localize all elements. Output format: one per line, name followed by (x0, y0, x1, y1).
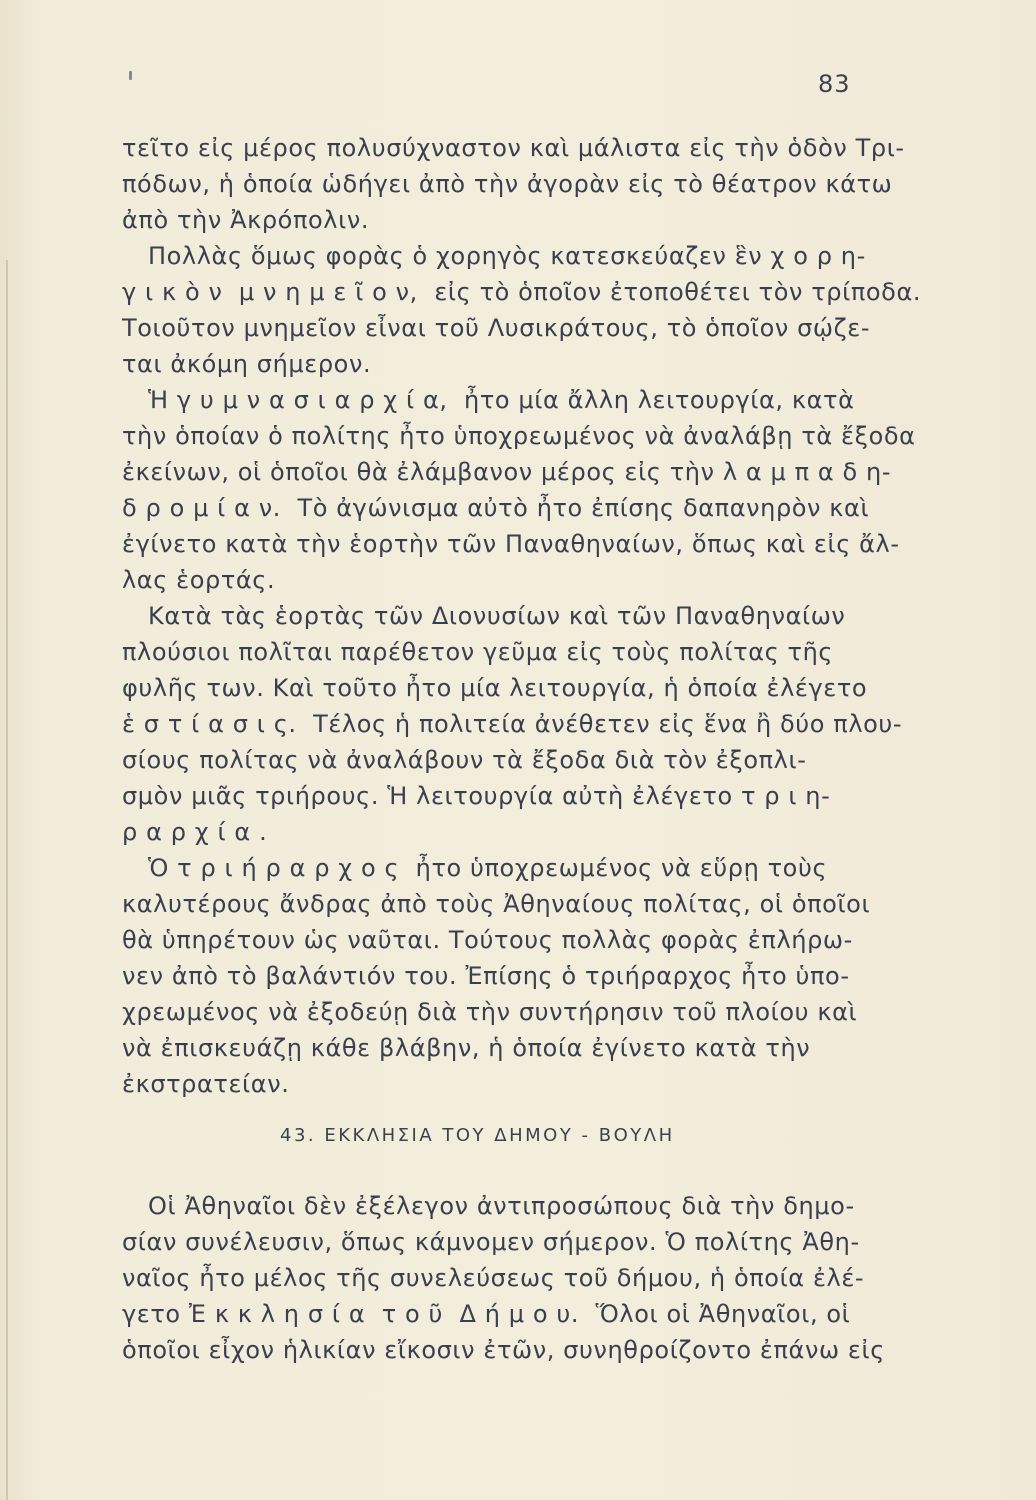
text-line: Ἡ γ υ μ ν α σ ι α ρ χ ί α, ἦτο μία ἄλλη λειτουργία, κατὰ (148, 386, 855, 414)
text-line: Πολλὰς ὅμως φορὰς ὁ χορηγὸς κατεσκεύαζεν ἓν χ ο ρ η- (148, 242, 866, 270)
text-line: Οἱ Ἀθηναῖοι δὲν ἐξέλεγον ἀντιπροσώπους διὰ τὴν δημο- (148, 1192, 855, 1220)
text-line: ρ α ρ χ ί α . (122, 818, 268, 846)
text-line: ναῖος ἦτο μέλος τῆς συνελεύσεως τοῦ δήμου, ἡ ὁποία ἐλέ- (122, 1264, 865, 1292)
text-line: σμὸν μιᾶς τριήρους. Ἡ λειτουργία αὐτὴ ἐλέγετο τ ρ ι η- (122, 782, 831, 810)
text-line: πόδων, ἡ ὁποία ὡδήγει ἀπὸ τὴν ἀγορὰν εἰς τὸ θέατρον κάτω (122, 170, 893, 198)
text-line: ἐκείνων, οἱ ὁποῖοι θὰ ἐλάμβανον μέρος εἰς τὴν λ α μ π α δ η- (122, 458, 892, 486)
ink-speck (129, 71, 132, 80)
text-line: ἀπὸ τὴν Ἀκρόπολιν. (122, 206, 370, 234)
text-line: δ ρ ο μ ί α ν. Τὸ ἀγώνισμα αὐτὸ ἦτο ἐπίσης δαπανηρὸν καὶ (122, 494, 870, 522)
text-line: ται ἀκόμη σήμερον. (122, 350, 372, 378)
text-line: καλυτέρους ἄνδρας ἀπὸ τοὺς Ἀθηναίους πολίτας, οἱ ὁποῖοι (122, 890, 871, 918)
text-line: ἑ σ τ ί α σ ι ς. Τέλος ἡ πολιτεία ἀνέθετεν εἰς ἕνα ἢ δύο πλου- (122, 710, 903, 738)
text-line: Ὁ τ ρ ι ή ρ α ρ χ ο ς ἦτο ὑποχρεωμένος νὰ εὕρῃ τοὺς (148, 854, 828, 882)
text-line: λας ἑορτάς. (122, 566, 276, 594)
text-line: ἐκστρατείαν. (122, 1070, 290, 1098)
text-line: νεν ἀπὸ τὸ βαλάντιόν του. Ἐπίσης ὁ τριήραρχος ἦτο ὑπο- (122, 962, 850, 990)
text-line: φυλῆς των. Καὶ τοῦτο ἦτο μία λειτουργία, ἡ ὁποία ἐλέγετο (122, 674, 868, 702)
page-number: 83 (818, 70, 851, 98)
text-line: γετο Ἐ κ κ λ η σ ί α τ ο ῦ Δ ή μ ο υ. Ὅλοι οἱ Ἀθηναῖοι, οἱ (122, 1300, 851, 1328)
text-line: τεῖτο εἰς μέρος πολυσύχναστον καὶ μάλιστα εἰς τὴν ὁδὸν Τρι- (122, 134, 905, 162)
text-line: χρεωμένος νὰ ἐξοδεύῃ διὰ τὴν συντήρησιν τοῦ πλοίου καὶ (122, 998, 858, 1026)
text-line: Κατὰ τὰς ἑορτὰς τῶν Διονυσίων καὶ τῶν Παναθηναίων (148, 602, 846, 630)
text-line: νὰ ἐπισκευάζῃ κάθε βλάβην, ἡ ὁποία ἐγίνετο κατὰ τὴν (122, 1034, 811, 1062)
text-line: τὴν ὁποίαν ὁ πολίτης ἦτο ὑποχρεωμένος νὰ ἀναλάβῃ τὰ ἔξοδα (122, 422, 916, 450)
section-heading: 43. ΕΚΚΛΗΣΙΑ ΤΟΥ ΔΗΜΟΥ - ΒΟΥΛΗ (280, 1125, 675, 1146)
text-line: σίαν συνέλευσιν, ὅπως κάμνομεν σήμερον. Ὁ πολίτης Ἀθη- (122, 1228, 860, 1256)
text-line: γ ι κ ὸ ν μ ν η μ ε ῖ ο ν, εἰς τὸ ὁποῖον ἐτοποθέτει τὸν τρίποδα. (122, 278, 922, 306)
text-line: ὁποῖοι εἶχον ἡλικίαν εἴκοσιν ἐτῶν, συνηθροίζοντο ἐπάνω εἰς (122, 1336, 885, 1364)
page-edge-shadow (6, 260, 8, 1500)
text-line: σίους πολίτας νὰ ἀναλάβουν τὰ ἔξοδα διὰ τὸν ἐξοπλι- (122, 746, 807, 774)
text-line: πλούσιοι πολῖται παρέθετον γεῦμα εἰς τοὺς πολίτας τῆς (122, 638, 834, 666)
text-line: θὰ ὑπηρέτουν ὡς ναῦται. Τούτους πολλὰς φορὰς ἐπλήρω- (122, 926, 853, 954)
text-line: Τοιοῦτον μνημεῖον εἶναι τοῦ Λυσικράτους, τὸ ὁποῖον σῴζε- (122, 314, 871, 342)
text-line: ἐγίνετο κατὰ τὴν ἑορτὴν τῶν Παναθηναίων, ὅπως καὶ εἰς ἄλ- (122, 530, 900, 558)
